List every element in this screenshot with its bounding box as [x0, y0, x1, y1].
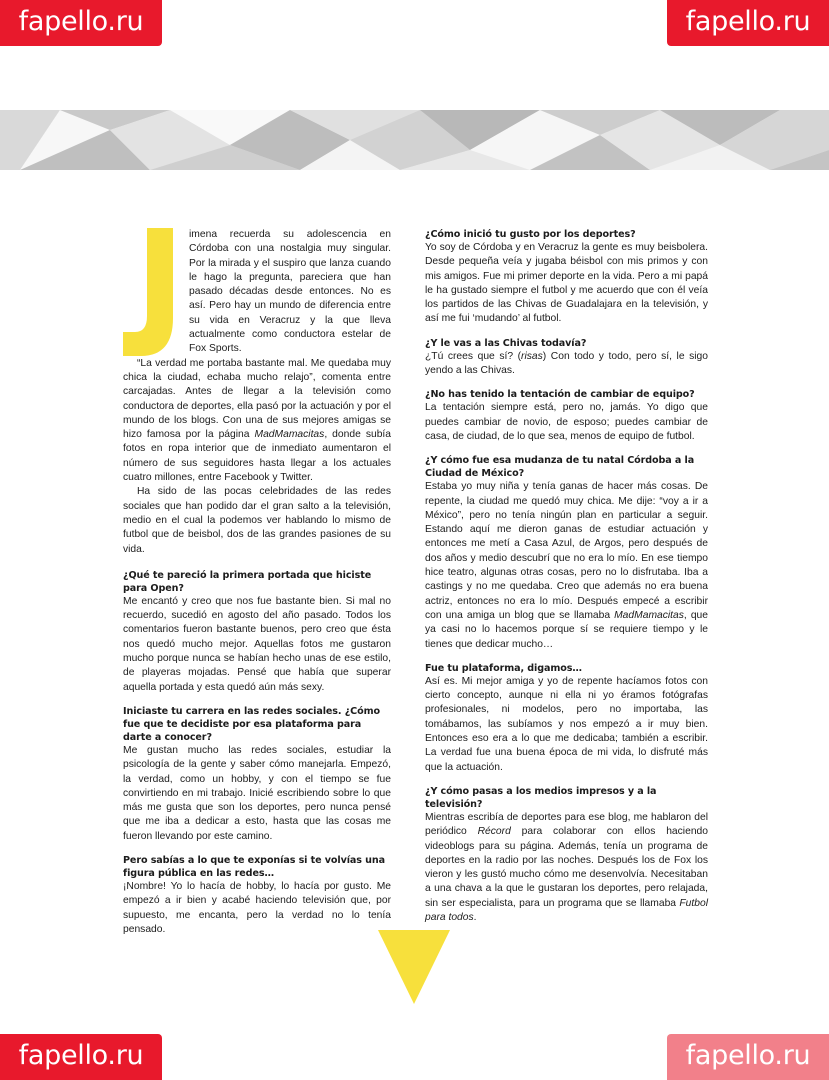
question-heading: ¿Qué te pareció la primera portada que hiciste para Open? [123, 569, 372, 594]
question-heading: Pero sabías a lo que te exponías si te volvías una figura pública en las redes… [123, 854, 385, 879]
answer-paragraph: Estaba yo muy niña y tenía ganas de hacer más cosas. De repente, la ciudad me quedó muy chica. Me dije: “voy a ir a México”, pero no tenía ningún plan en particular a seguir. Estando aquí me dieron ganas de estudiar actuación y entonces me metí a Casa Azul, de Argos, pero después de dos años y medio descubrí que no era lo mío. En ese tiempo hice teatro, algunas otras cosas, pero no lo disfrutaba. Iba a castings y no me quedaba. Creo que además no era buena actriz, entonces no era lo mío. Después empecé a escribir con una amiga un blog que se llamaba MadMamacitas, que ya casi no lo hacemos porque sí se requiere tiempo y le tienes que dedicar mucho… [425, 481, 708, 650]
question-heading: ¿No has tenido la tentación de cambiar de equipo? [425, 389, 695, 401]
answer-paragraph: Mientras escribía de deportes para ese blog, me hablaron del periódico Récord para colaborar con ellos haciendo videoblogs para su página. Además, tenía un programa de deportes en la radio por las noches. Después los de Fox los vieron y les gustó mucho cómo me desenvolvía. Necesitaban a una chava a la que le gustaran los deportes, pero relajada, sin ser especialista, para un programa que se llamaba Futbol para todos. [425, 811, 708, 923]
watermark-bottom-left: fapello.ru [0, 1034, 162, 1080]
intro-paragraph-1: imena recuerda su adolescencia en Córdoba con una nostalgia muy singular. Por la mirada y el suspiro que lanza cuando le hago la pregunta, pareciera que han pasado décadas desde entonces. No es así. Pero hay un mundo de diferencia entre su vida en Veracruz y la que lleva actualmente como conductora estelar de Fox Sports. [189, 229, 391, 355]
article-column-right [425, 228, 708, 925]
watermark-top-right: fapello.ru [667, 0, 829, 46]
intro-paragraph-2: “La verdad me portaba bastante mal. Me quedaba muy chica la ciudad, echaba mucho relajo”, comenta entre carcajadas. Antes de llegar a la televisión como conductora de deportes, ella pasó por la actuación y por el mundo de los blogs. Con una de sus mejores amigas se hizo famosa por la página MadMamacitas, donde subía fotos en ropa interior que de inmediato aumentaron el número de sus seguidores hasta llegar a los actuales cuatro millones, entre Facebook y Twitter. [123, 357, 392, 484]
drop-cap-letter: J [121, 228, 122, 229]
answer-paragraph: ¡Nombre! Yo lo hacía de hobby, lo hacía por gusto. Me empezó a ir bien y acabé haciendo televisión que, por supuesto, me encanta, pero la verdad no lo tenía pensado. [123, 880, 391, 935]
answer-paragraph: Así es. Mi mejor amiga y yo de repente hacíamos fotos con cierto concepto, aunque ni ella ni yo éramos fotógrafas profesionales, ni modelos, pero no importaba, las tomábamos, las subíamos y nos empezó a ir muy bien. Entonces eso era a lo que me dedicaba; también a escribir. La verdad fue una buena época de mi vida, lo disfruté más que la actuación. [425, 675, 708, 773]
watermark-bottom-right: fapello.ru [667, 1034, 829, 1080]
decorative-triangle [378, 930, 450, 1004]
answer-paragraph: Me encantó y creo que nos fue bastante bien. Si mal no recuerdo, sucedió en agosto del año pasado. Todos los comentarios fueron bastante buenos, pero creo que ésta nos quedó mucho mejor. Aquellas fotos me gustaron mucho porque nunca se habían hecho unas de ese estilo, de playeras mojadas. Pensé que había que superar aquella portada y esta quedó aún más sexy. [123, 595, 391, 693]
answer-paragraph: ¿Tú crees que sí? (risas) Con todo y todo, pero sí, le sigo yendo a las Chivas. [425, 350, 708, 377]
answer-paragraph: Yo soy de Córdoba y en Veracruz la gente es muy beisbolera. Desde pequeña veía y jugaba béisbol con mis primos y con mis amigos. Fue mi primer deporte en la vida. Pero a mi papá le ha gustado siempre el futbol y me acuerdo que con él veía los partidos de las Chivas de Guadalajara en la televisión, y así me fui ‘mudando’ al futbol. [425, 242, 708, 325]
intro-paragraph-3: Ha sido de las pocas celebridades de las redes sociales que han podido dar el gran salto a la televisión, medio en el cual la podemos ver hablando lo mismo de futbol que de beisbol, dos de las grandes pasiones de su vida. [123, 486, 391, 555]
answer-paragraph: La tentación siempre está, pero no, jamás. Yo digo que puedes cambiar de novio, de esposo; puedes cambiar de casa, de ciudad, de lo que sea, menos de equipo de futbol. [425, 402, 708, 442]
watermark-top-left: fapello.ru [0, 0, 162, 46]
answer-paragraph: Me gustan mucho las redes sociales, estudiar la psicología de la gente y saber cómo manejarla. Empezó, la verdad, como un hobby, y con el tiempo se fue convirtiendo en mi trabajo. Inicié escribiendo sobre lo que más me gusta que son los deportes, pero nunca pensé que me iba a dedicar a esto, hasta que las cosas me fueron llevando por este camino. [123, 744, 391, 842]
article-column-left [123, 228, 391, 937]
drop-cap-j [121, 228, 181, 356]
question-heading: ¿Y le vas a las Chivas todavía? [425, 337, 587, 349]
question-heading: Iniciaste tu carrera en las redes sociales. ¿Cómo fue que te decidiste por esa plataforma para darte a conocer? [123, 705, 380, 743]
question-heading: Fue tu plataforma, digamos… [425, 662, 582, 674]
question-heading: ¿Cómo inició tu gusto por los deportes? [425, 229, 636, 240]
geometric-header-banner [0, 110, 829, 170]
question-heading: ¿Y cómo pasas a los medios impresos y a la televisión? [425, 785, 657, 810]
question-heading: ¿Y cómo fue esa mudanza de tu natal Córdoba a la Ciudad de México? [425, 455, 695, 480]
